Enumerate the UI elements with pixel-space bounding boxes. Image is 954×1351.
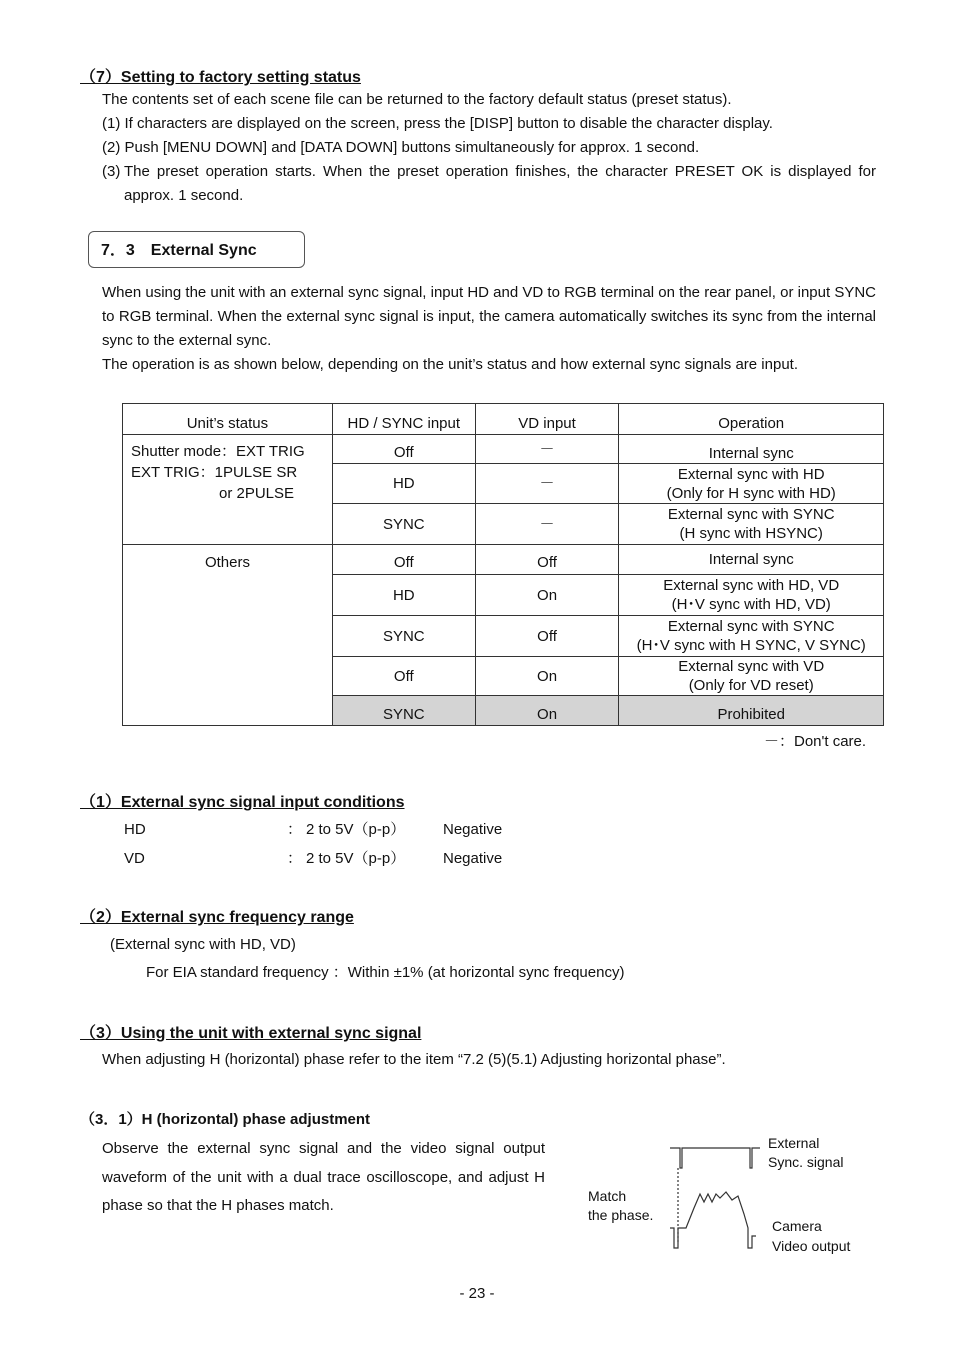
status-line-1: Shutter mode：EXT TRIG (131, 443, 305, 460)
cell-hd: SYNC (332, 504, 475, 545)
table-row (123, 435, 884, 464)
cell-operation (619, 435, 884, 464)
section-paragraph-1: When using the unit with an external sync signal, input HD and VD to RGB terminal on the rear panel, or input SYNC to RGB terminal. When the external sync signal is input, the camera automatically switches its sync from the internal sync to the external sync. (102, 284, 876, 349)
cond-signal-hd: HD (124, 821, 146, 838)
frequency-line: For EIA standard frequency ：Within ±1% (at horizontal sync frequency) (146, 964, 625, 981)
cell-hd: Off (332, 657, 475, 696)
header-vd: VD input (475, 404, 619, 435)
cell-vd: On (475, 696, 619, 726)
cell-operation (619, 575, 884, 616)
cond-polarity-vd: Negative (443, 850, 503, 867)
header-status: Unit’s status (123, 404, 333, 435)
using-heading: （3）Using the unit with external sync signal (80, 1025, 422, 1042)
factory-step-1 (102, 112, 876, 136)
factory-heading: （7）Setting to factory setting status (80, 69, 361, 86)
using-text: When adjusting H (horizontal) phase refer to the item “7.2 (5)(5.1) Adjusting horizontal phase”. (102, 1051, 726, 1068)
frequency-sub: (External sync with HD, VD) (110, 936, 296, 953)
cell-operation (619, 696, 884, 726)
factory-step-3 (102, 160, 876, 208)
operation-text: External sync with SYNC (667, 506, 835, 523)
status-ext-trig (123, 435, 333, 545)
cond-colon: ： (287, 821, 303, 838)
status-others: Others (123, 545, 333, 726)
table-row (123, 545, 884, 575)
section-title: 7．3 External Sync (101, 242, 257, 259)
header-operation: Operation (619, 404, 884, 435)
hphase-text: Observe the external sync signal and the video signal output waveform of the unit with a dual trace oscilloscope, and adjust H phase so that the H phases match. (102, 1140, 545, 1214)
operation-note: (Only for VD reset) (688, 677, 814, 694)
label-sync-signal: Sync. signal (768, 1154, 844, 1170)
frequency-heading: （2）External sync frequency range (80, 909, 354, 926)
cond-colon: ： (287, 850, 303, 867)
cell-vd: Off (475, 545, 619, 575)
factory-intro: The contents set of each scene file can be returned to the factory default status (preset status). (102, 91, 732, 108)
operation-text: External sync with HD, VD (663, 577, 840, 594)
cond-polarity-hd: Negative (443, 821, 503, 838)
step-text: The preset operation starts. When the preset operation finishes, the character PRESET OK is displayed for approx. 1 second. (124, 163, 876, 204)
operation-text: Internal sync (708, 551, 794, 568)
step-number: (1) (102, 115, 121, 132)
label-match: Match (588, 1188, 627, 1204)
header-hd-sync: HD / SYNC input (332, 404, 475, 435)
conditions-heading: （1）External sync signal input conditions (80, 794, 405, 811)
cell-vd: On (475, 657, 619, 696)
cond-range-vd: 2 to 5V（p-p） (306, 850, 406, 867)
cell-operation (619, 464, 884, 504)
page-number: - 23 - (459, 1285, 495, 1302)
step-text: Push [MENU DOWN] and [DATA DOWN] buttons simultaneously for approx. 1 second. (124, 139, 700, 156)
phase-diagram (660, 1136, 770, 1256)
cell-hd: SYNC (332, 696, 475, 726)
operation-note: (Only for H sync with HD) (666, 484, 836, 502)
cell-vd: On (475, 575, 619, 616)
cell-operation (619, 545, 884, 575)
cell-operation (619, 504, 884, 545)
step-number: (3) (102, 163, 121, 180)
label-video-output: Video output (772, 1238, 851, 1254)
step-text: If characters are displayed on the screen, press the [DISP] button to disable the character display. (124, 115, 773, 132)
cell-operation (619, 657, 884, 696)
cell-vd: － (475, 435, 619, 464)
factory-step-2 (102, 136, 876, 160)
cell-vd: Off (475, 616, 619, 657)
status-line-2: EXT TRIG：1PULSE SR (131, 464, 298, 481)
operation-text: Internal sync (708, 444, 794, 462)
sync-operation-table (122, 403, 884, 726)
step-number: (2) (102, 139, 121, 156)
cell-operation (619, 616, 884, 657)
table-note: －：Don't care. (764, 733, 867, 750)
hphase-heading: （3．1）H (horizontal) phase adjustment (80, 1111, 371, 1128)
operation-text: External sync with VD (678, 658, 825, 675)
cell-hd: SYNC (332, 616, 475, 657)
cell-vd: － (475, 464, 619, 504)
section-title-box (88, 231, 305, 268)
operation-note: (H･V sync with HD, VD) (671, 596, 831, 613)
cell-hd: HD (332, 464, 475, 504)
camera-video-waveform (670, 1192, 756, 1248)
ext-sync-waveform (670, 1148, 760, 1168)
section-paragraph-2: The operation is as shown below, depending on the unit’s status and how external sync signals are input. (102, 356, 798, 373)
cell-hd: Off (332, 545, 475, 575)
label-camera: Camera (772, 1218, 822, 1234)
status-line-3: or 2PULSE (219, 485, 295, 502)
cell-vd: － (475, 504, 619, 545)
operation-text: Prohibited (717, 706, 785, 723)
cond-range-hd: 2 to 5V（p-p） (306, 821, 406, 838)
cond-signal-vd: VD (124, 850, 145, 867)
table-header-row (123, 404, 884, 435)
cell-hd: HD (332, 575, 475, 616)
label-external: External (768, 1135, 820, 1151)
label-the-phase: the phase. (588, 1207, 654, 1223)
operation-note: (H･V sync with H SYNC, V SYNC) (636, 637, 866, 654)
operation-text: External sync with SYNC (667, 618, 835, 635)
operation-text: External sync with HD (677, 465, 825, 483)
operation-note: (H sync with HSYNC) (679, 525, 823, 542)
cell-hd: Off (332, 435, 475, 464)
